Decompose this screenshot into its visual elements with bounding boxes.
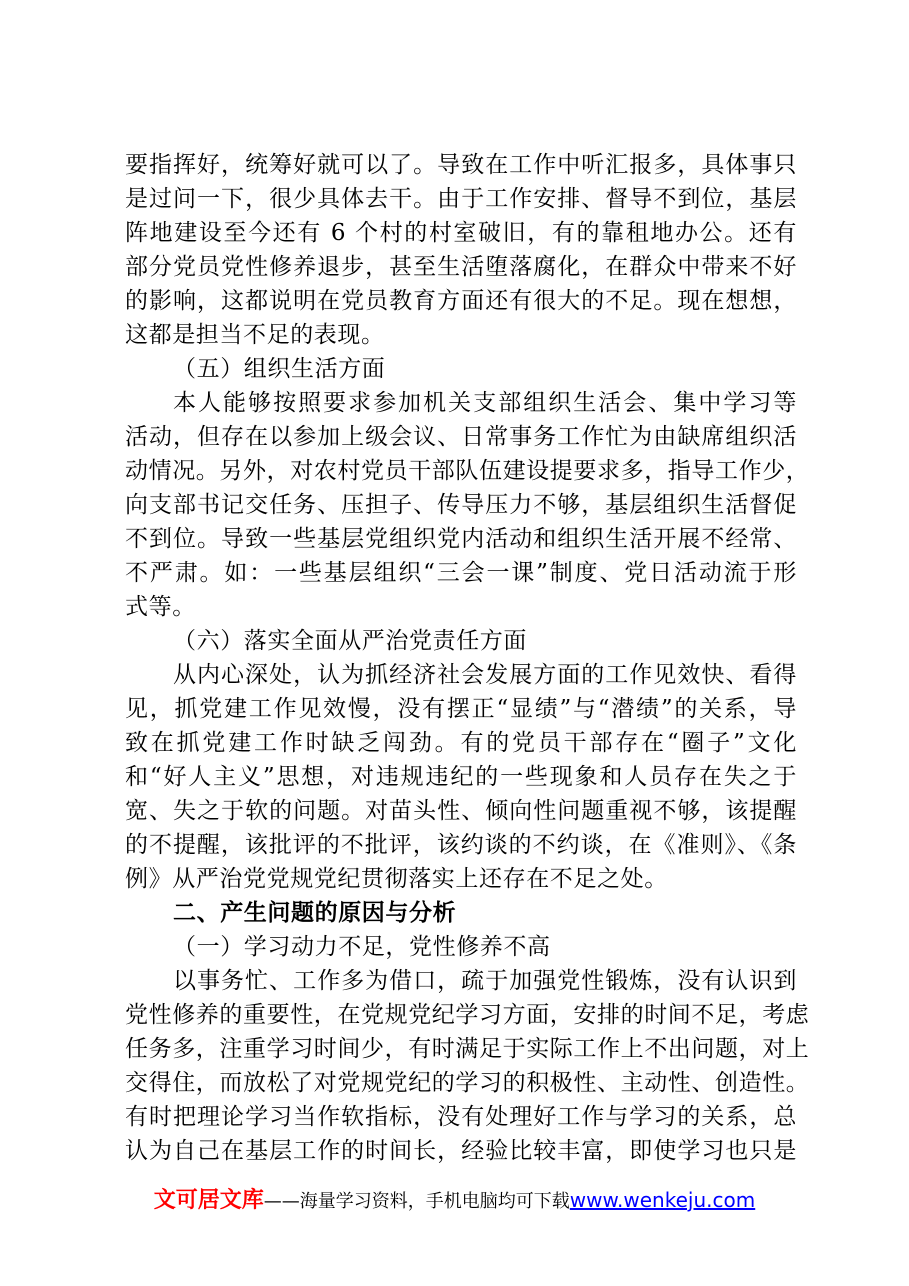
text-line: 的不提醒，该批评的不批评，该约谈的不约谈，在《准则》、《条 xyxy=(125,832,797,858)
text-line: 任务多，注重学习时间少，有时满足于实际工作上不出问题，对上 xyxy=(125,1036,810,1062)
text-line: 是过问一下，很少具体去干。由于工作安排、督导不到位，基层 xyxy=(125,186,797,212)
section-subheading: （一）学习动力不足，党性修养不高 xyxy=(173,934,551,960)
text-line: 的影响，这都说明在党员教育方面还有很大的不足。现在想想， xyxy=(125,288,797,314)
text-line: 交得住，而放松了对党规党纪的学习的积极性、主动性、创造性。 xyxy=(125,1070,810,1096)
footer-banner xyxy=(0,1183,909,1214)
text-line: 式等。 xyxy=(125,594,196,620)
text-line: 有时把理论学习当作软指标，没有处理好工作与学习的关系，总 xyxy=(125,1104,797,1130)
text-line: 认为自己在基层工作的时间长，经验比较丰富，即使学习也只是 xyxy=(125,1138,797,1164)
text-line: 不严肃。如：一些基层组织“三会一课”制度、党日活动流于形 xyxy=(125,560,797,586)
text-line: 动情况。另外，对农村党员干部队伍建设提要求多，指导工作少， xyxy=(125,458,810,484)
text-line: 本人能够按照要求参加机关支部组织生活会、集中学习等 xyxy=(173,390,797,416)
text-line: 向支部书记交任务、压担子、传导压力不够，基层组织生活督促 xyxy=(125,492,797,518)
text-line: 从内心深处，认为抓经济社会发展方面的工作见效快、看得 xyxy=(173,662,797,688)
footer-brand: 文可居文库 xyxy=(153,1188,264,1213)
text-line: 以事务忙、工作多为借口，疏于加强党性锻炼，没有认识到 xyxy=(173,968,797,994)
text-line: 例》从严治党党规党纪贯彻落实上还存在不足之处。 xyxy=(125,866,668,892)
text-line: 阵地建设至今还有 6 个村的村室破旧，有的靠租地办公。还有 xyxy=(125,220,797,246)
text-line: 要指挥好，统筹好就可以了。导致在工作中听汇报多，具体事只 xyxy=(125,152,797,178)
text-line: 活动，但存在以参加上级会议、日常事务工作忙为由缺席组织活 xyxy=(125,424,797,450)
text-line: 宽、失之于软的问题。对苗头性、倾向性问题重视不够，该提醒 xyxy=(125,798,797,824)
section-heading: 二、产生问题的原因与分析 xyxy=(173,899,457,926)
document-body xyxy=(125,148,810,1168)
text-line: 党性修养的重要性，在党规党纪学习方面，安排的时间不足，考虑 xyxy=(125,1002,810,1028)
section-subheading: （五）组织生活方面 xyxy=(173,356,386,382)
section-subheading: （六）落实全面从严治党责任方面 xyxy=(173,628,527,654)
text-line: 见，抓党建工作见效慢，没有摆正“显绩”与“潜绩”的关系，导 xyxy=(125,696,797,722)
text-line: 不到位。导致一些基层党组织党内活动和组织生活开展不经常、 xyxy=(125,526,797,552)
text-line: 这都是担当不足的表现。 xyxy=(125,322,385,348)
text-line: 和“好人主义”思想，对违规违纪的一些现象和人员存在失之于 xyxy=(125,764,797,790)
footer-tagline: ——海量学习资料，手机电脑均可下载 xyxy=(263,1191,570,1212)
text-line: 部分党员党性修养退步，甚至生活堕落腐化，在群众中带来不好 xyxy=(125,254,797,280)
footer-url-link[interactable]: www.wenkeju.com xyxy=(569,1188,756,1212)
text-line: 致在抓党建工作时缺乏闯劲。有的党员干部存在“圈子”文化 xyxy=(125,730,797,756)
